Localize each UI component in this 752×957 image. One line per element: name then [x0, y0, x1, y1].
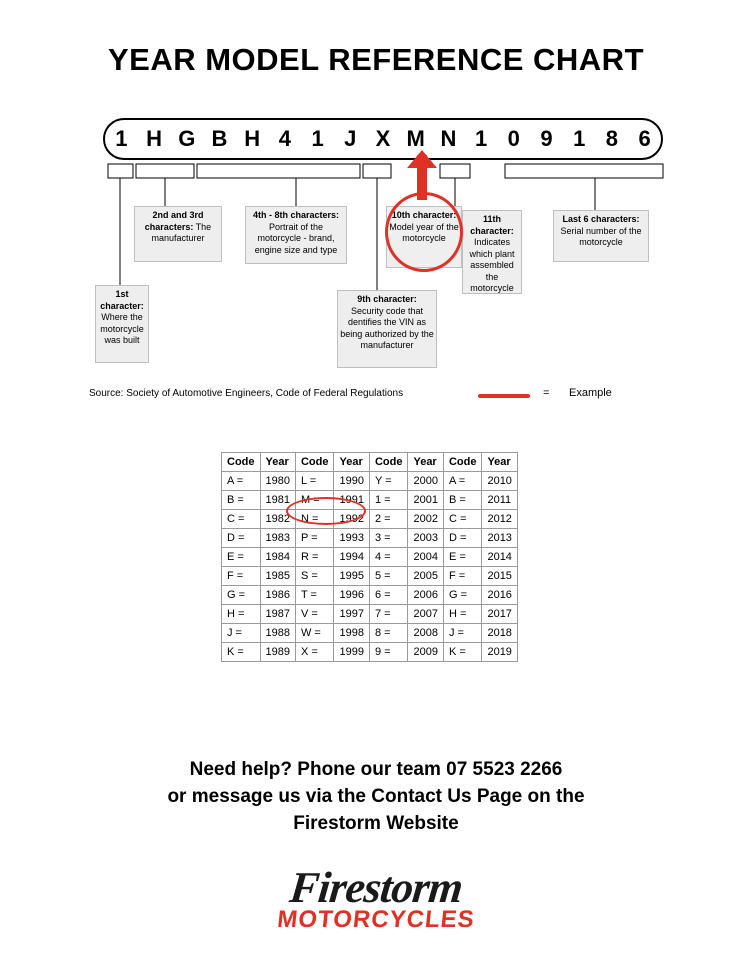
- logo-brand-text: Firestorm: [287, 863, 465, 912]
- callout-heading: 11th character:: [470, 214, 514, 236]
- model-year-highlight-circle: [385, 192, 463, 272]
- year-cell: 2006: [408, 586, 443, 605]
- code-cell: B =: [443, 491, 482, 510]
- column-header: Year: [260, 453, 295, 472]
- year-cell: 2018: [482, 624, 517, 643]
- vin-character: M: [406, 126, 425, 151]
- callout-body: Portrait of the motorcycle - brand, engine size and type: [254, 221, 338, 255]
- vin-character: J: [344, 126, 357, 151]
- year-cell: 2004: [408, 548, 443, 567]
- source-note: Source: Society of Automotive Engineers, Code of Federal Regulations: [89, 388, 404, 399]
- code-cell: H =: [443, 605, 482, 624]
- vin-character: B: [211, 126, 228, 151]
- code-cell: 1 =: [369, 491, 408, 510]
- year-cell: 2009: [408, 643, 443, 662]
- callout-body: Security code that dentifies the VIN as being authorized by the manufacturer: [340, 305, 434, 350]
- code-cell: Y =: [369, 472, 408, 491]
- callout-body: Where the motorcycle was built: [100, 312, 144, 345]
- year-cell: 1983: [260, 529, 295, 548]
- column-header: Code: [443, 453, 482, 472]
- year-cell: 2019: [482, 643, 517, 662]
- code-cell: K =: [222, 643, 261, 662]
- column-header: Code: [295, 453, 334, 472]
- year-cell: 2012: [482, 510, 517, 529]
- code-cell: J =: [443, 624, 482, 643]
- year-cell: 1991: [334, 491, 369, 510]
- year-cell: 1982: [260, 510, 295, 529]
- column-header: Code: [222, 453, 261, 472]
- year-cell: 1986: [260, 586, 295, 605]
- year-cell: 1995: [334, 567, 369, 586]
- vin-character: 1: [474, 126, 488, 151]
- year-cell: 2016: [482, 586, 517, 605]
- year-cell: 1998: [334, 624, 369, 643]
- code-cell: D =: [443, 529, 482, 548]
- code-cell: M =: [295, 491, 334, 510]
- year-cell: 1992: [334, 510, 369, 529]
- table-header-row: [222, 453, 518, 472]
- year-cell: 1988: [260, 624, 295, 643]
- vin-character: N: [440, 126, 457, 151]
- year-cell: 2008: [408, 624, 443, 643]
- year-cell: 2015: [482, 567, 517, 586]
- vin-character: 1: [573, 126, 586, 151]
- code-cell: A =: [443, 472, 482, 491]
- callout-second-third-characters: [134, 206, 222, 262]
- year-cell: 1980: [260, 472, 295, 491]
- table-row: [222, 567, 518, 586]
- year-cell: 2001: [408, 491, 443, 510]
- code-cell: K =: [443, 643, 482, 662]
- code-cell: N =: [295, 510, 334, 529]
- model-year-arrow-head: [407, 150, 437, 168]
- code-cell: A =: [222, 472, 261, 491]
- code-cell: E =: [443, 548, 482, 567]
- callout-body: The manufacturer: [151, 221, 212, 243]
- legend-equals: =: [543, 387, 550, 399]
- vin-character: 6: [638, 126, 651, 151]
- code-cell: 9 =: [369, 643, 408, 662]
- callout-body: Indicates which plant assembled the motorcycle: [469, 237, 515, 293]
- code-cell: S =: [295, 567, 334, 586]
- callout-ninth-character: [337, 290, 437, 368]
- code-cell: 5 =: [369, 567, 408, 586]
- column-header: Year: [482, 453, 517, 472]
- year-cell: 2014: [482, 548, 517, 567]
- code-cell: 4 =: [369, 548, 408, 567]
- vin-character: 0: [507, 126, 520, 151]
- year-cell: 1984: [260, 548, 295, 567]
- year-cell: 1993: [334, 529, 369, 548]
- vin-number-bar: [103, 118, 663, 160]
- year-cell: 1999: [334, 643, 369, 662]
- code-cell: 6 =: [369, 586, 408, 605]
- year-cell: 1994: [334, 548, 369, 567]
- table-row: [222, 605, 518, 624]
- callout-heading: 4th - 8th characters:: [252, 210, 340, 220]
- code-cell: 7 =: [369, 605, 408, 624]
- table-row: [222, 529, 518, 548]
- year-cell: 1987: [260, 605, 295, 624]
- callout-heading: 2nd and 3rd characters:: [144, 210, 204, 232]
- table-row: [222, 472, 518, 491]
- year-cell: 1996: [334, 586, 369, 605]
- year-cell: 2013: [482, 529, 517, 548]
- callout-heading: 1st character:: [100, 289, 144, 311]
- callout-heading: 10th character:: [391, 210, 457, 220]
- help-line-3: Firestorm Website: [293, 813, 459, 834]
- code-cell: G =: [222, 586, 261, 605]
- code-cell: 2 =: [369, 510, 408, 529]
- callout-fourth-eighth-characters: [245, 206, 347, 264]
- code-cell: 8 =: [369, 624, 408, 643]
- vin-character: 4: [278, 126, 291, 151]
- table-row: [222, 548, 518, 567]
- callout-eleventh-character: [462, 210, 522, 294]
- callout-heading: 9th character:: [357, 294, 417, 304]
- table-row: [222, 643, 518, 662]
- column-header: Year: [334, 453, 369, 472]
- table-row: [222, 491, 518, 510]
- code-cell: G =: [443, 586, 482, 605]
- code-cell: X =: [295, 643, 334, 662]
- legend-example-line: [478, 394, 530, 398]
- code-cell: H =: [222, 605, 261, 624]
- code-cell: 3 =: [369, 529, 408, 548]
- code-cell: P =: [295, 529, 334, 548]
- vin-character: 9: [540, 126, 553, 151]
- code-cell: T =: [295, 586, 334, 605]
- code-cell: B =: [222, 491, 261, 510]
- year-1991-highlight-circle: [286, 497, 366, 525]
- year-cell: 2010: [482, 472, 517, 491]
- help-text: [0, 756, 752, 837]
- vin-character: H: [146, 126, 162, 151]
- vin-character: 1: [115, 126, 128, 151]
- code-cell: D =: [222, 529, 261, 548]
- year-cell: 2003: [408, 529, 443, 548]
- year-code-table: [221, 452, 518, 662]
- code-cell: C =: [443, 510, 482, 529]
- year-cell: 1985: [260, 567, 295, 586]
- code-cell: J =: [222, 624, 261, 643]
- vin-character: G: [178, 126, 196, 151]
- table-row: [222, 586, 518, 605]
- firestorm-logo: [196, 862, 556, 934]
- code-cell: L =: [295, 472, 334, 491]
- code-cell: E =: [222, 548, 261, 567]
- help-line-1: Need help? Phone our team 07 5523 2266: [189, 759, 563, 780]
- column-header: Code: [369, 453, 408, 472]
- vin-character: X: [375, 126, 391, 151]
- vin-character: 1: [311, 126, 324, 151]
- code-cell: V =: [295, 605, 334, 624]
- year-cell: 1997: [334, 605, 369, 624]
- year-cell: 2002: [408, 510, 443, 529]
- code-cell: F =: [222, 567, 261, 586]
- code-cell: R =: [295, 548, 334, 567]
- vin-character: 8: [605, 126, 619, 151]
- page-title: YEAR MODEL REFERENCE CHART: [107, 42, 645, 77]
- year-cell: 2000: [408, 472, 443, 491]
- code-cell: W =: [295, 624, 334, 643]
- logo-subtitle-text: MOTORCYCLES: [276, 906, 477, 933]
- code-cell: C =: [222, 510, 261, 529]
- table-row: [222, 624, 518, 643]
- year-cell: 1989: [260, 643, 295, 662]
- callout-body: Serial number of the motorcycle: [560, 225, 642, 247]
- callout-body: Model year of the motorcycle: [389, 221, 459, 243]
- column-header: Year: [408, 453, 443, 472]
- callout-last-six-characters: [553, 210, 649, 262]
- year-cell: 2011: [482, 491, 517, 510]
- callout-heading: Last 6 characters:: [562, 214, 640, 224]
- year-cell: 1990: [334, 472, 369, 491]
- table-row: [222, 510, 518, 529]
- year-cell: 2017: [482, 605, 517, 624]
- help-line-2: or message us via the Contact Us Page on the: [167, 786, 585, 807]
- year-cell: 2005: [408, 567, 443, 586]
- year-cell: 2007: [408, 605, 443, 624]
- legend-label: Example: [569, 387, 612, 399]
- year-cell: 1981: [260, 491, 295, 510]
- callout-first-character: [95, 285, 149, 363]
- code-cell: F =: [443, 567, 482, 586]
- vin-character: H: [244, 126, 261, 151]
